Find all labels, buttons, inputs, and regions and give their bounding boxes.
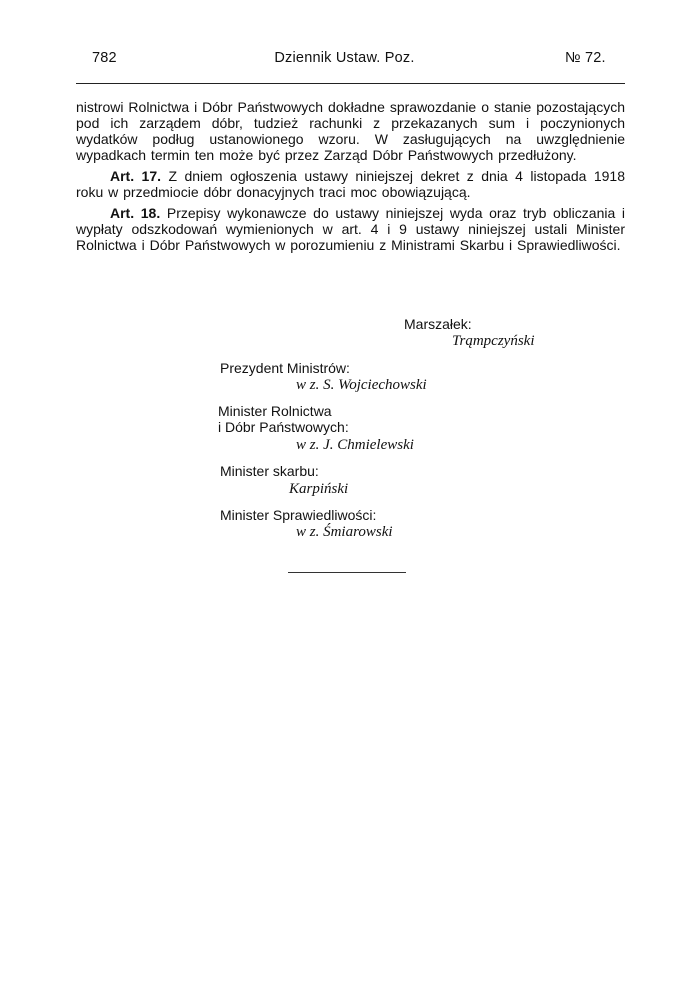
agri-title-line2: i Dóbr Państwowych: [218,419,349,435]
justice-name: w z. Śmiarowski [296,524,393,540]
treasury-name: Karpiński [289,481,349,497]
position-number: № 72. [565,50,606,66]
article-17 [76,168,625,200]
closing-rule [288,572,406,573]
page-number: 782 [92,50,117,66]
article-18-text: Przepisy wykonawcze do ustawy niniejszej wyda oraz tryb obliczania i wypłaty odszkodowań wymienionych w art. 4 i 9 ustawy niniejszej ustali Minister Rolnictwa i Dóbr Państwowych w porozumieniu z Ministrami Skarbu i Sprawiedliwości. [76,205,625,253]
article-18 [76,205,625,253]
pm-name: w z. S. Wojciechowski [296,377,427,393]
body-text [76,99,625,253]
justice-title: Minister Sprawiedliwości: [220,507,377,523]
article-17-label: Art. 17. [110,168,162,184]
journal-title: Dziennik Ustaw. Poz. [274,50,415,66]
marshal-title: Marszałek: [404,316,472,332]
article-17-text: Z dniem ogłoszenia ustawy niniejszej dekret z dnia 4 listopada 1918 roku w przedmiocie dóbr donacyjnych traci moc obowiązującą. [76,168,626,200]
agri-title-line1: Minister Rolnictwa [218,403,332,419]
header-rule [76,83,625,84]
agri-name: w z. J. Chmielewski [296,437,414,453]
treasury-title: Minister skarbu: [220,463,319,479]
paragraph-continuation: nistrowi Rolnictwa i Dóbr Państwowych dokładne sprawozdanie o stanie pozostających pod ich zarządem dóbr, tudzież rachunki z przekazanych sum i poczynionych wydatków podług ustanowionego wzoru. W zasługujących na uwzględnienie wypadkach termin ten może być przez Zarząd Dóbr Państwowych przedłużony. [76,99,625,163]
marshal-name: Trąmpczyński [452,333,535,349]
article-18-label: Art. 18. [110,205,161,221]
pm-title: Prezydent Ministrów: [220,360,350,376]
